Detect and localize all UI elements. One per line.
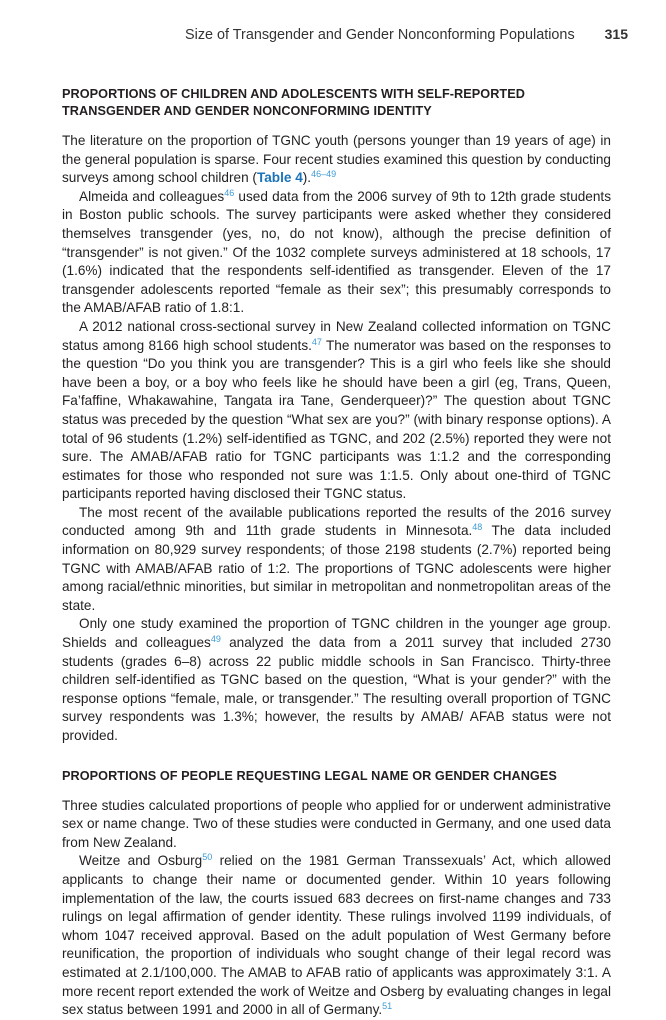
reference-50-link[interactable]: 50 xyxy=(202,852,213,863)
table-4-link[interactable]: Table 4 xyxy=(256,170,303,186)
paragraph-text: A 2012 national cross-sectional survey in New Zealand collected information on TGNC status among 8166 high school students. xyxy=(62,318,611,353)
reference-51-link[interactable]: 51 xyxy=(382,1001,393,1012)
paragraph-text: analyzed the data from a 2011 survey that included 2730 students (grades 6–8) across 22 public middle schools in San Francisco. Thirty-three children self-identified as TGNC based on the question, “What is your gender?” with the response options “female, male, or transgender.” The resulting overall proportion of TGNC survey respondents was 1.3%; however, the results by AMAB/ AFAB status were not provided. xyxy=(62,635,611,743)
paragraph-text: The literature on the proportion of TGNC youth (persons younger than 19 years of age) in the general population is sparse. Four recent studies examined this question by conducting surveys among school children ( xyxy=(62,133,611,186)
running-head xyxy=(62,26,628,43)
heading-line-2: TRANSGENDER AND GENDER NONCONFORMING IDENTITY xyxy=(62,104,432,118)
paragraph-text: ). xyxy=(302,170,312,186)
paragraph-three-studies: Three studies calculated proportions of people who applied for or underwent administrative sex or name change. Two of these studies were conducted in Germany, and one used data from New Zealand. xyxy=(62,797,611,850)
reference-48-link[interactable]: 48 xyxy=(472,522,483,533)
paragraph-minnesota-survey xyxy=(62,504,611,616)
page-number: 315 xyxy=(604,26,628,42)
paragraph-literature-sparse xyxy=(62,132,611,188)
paragraph-text: used data from the 2006 survey of 9th to 12th grade students in Boston public schools. The survey participants were asked whether they considered themselves transgender (yes, no, do not know), although the precise definition of “transgender” is not given.” Of the 1032 complete surveys administered at 18 schools, 17 (1.6%) indicated that the respondents self-identified as transgender. Eleven of the 17 transgender adolescents reported “female as their sex”; this presumably corresponds to the AMAB/AFAB ratio of 1.8:1. xyxy=(62,188,612,316)
reference-46-49-link[interactable]: 46–49 xyxy=(311,169,337,180)
paragraph-younger-age-group xyxy=(62,615,611,745)
reference-46-link[interactable]: 46 xyxy=(224,187,235,198)
paragraph-text: The data included information on 80,929 survey respondents; of those 2198 students (2.7%) reported being TGNC with AMAB/AFAB ratio of 1:2. The proportions of TGNC adolescents were higher among racial/ethnic minorities, but similar in metropolitan and nonmetropolitan areas of the state. xyxy=(62,523,611,613)
paragraph-almeida xyxy=(62,188,611,318)
paragraph-text: Weitze and Osburg xyxy=(79,853,203,869)
running-title: Size of Transgender and Gender Nonconforming Populations xyxy=(185,27,575,43)
heading-line-1: PROPORTIONS OF CHILDREN AND ADOLESCENTS WITH SELF-REPORTED xyxy=(62,87,525,101)
paragraph-text: The numerator was based on the responses to the question “Do you think you are transgender? This is a girl who feels like she should have been a boy, or a boy who feels like he should have been a girl (eg, Trans, Queen, Fa’faffine, Whakawahine, Tangata ira Tane, Genderqueer)?” The question about TGNC status was preceded by the question “What sex are you?” (with binary response options). A total of 96 students (1.2%) self-identified as TGNC, and 202 (2.5%) reported they were not sure. The AMAB/AFAB ratio for TGNC participants was 1:1.2 and the corresponding estimates for those who responded not sure was 1:1.5. Only about one-third of TGNC participants reported having disclosed their TGNC status. xyxy=(62,337,611,502)
section-heading-children-adolescents xyxy=(62,86,611,120)
paragraph-text: relied on the 1981 German Transsexuals’ Act, which allowed applicants to change their name or documented gender. Within 10 years following implementation of the law, the courts issued 683 decrees on first-name changes and 733 rulings on legal affirmation of gender identity. These rulings involved 1199 individuals, of whom 1047 received approval. Based on the adult population of West Germany before reunification, the proportion of individuals who sought change of their legal record was estimated at 2.1/100,000. The AMAB to AFAB ratio of applicants was approximately 3:1. A more recent report extended the work of Weitze and Osberg by evaluating changes in legal sex status between 1991 and 2000 in all of Germany. xyxy=(62,853,611,1018)
reference-47-link[interactable]: 47 xyxy=(311,336,322,347)
paragraph-new-zealand-survey xyxy=(62,318,611,504)
section-heading-legal-changes: PROPORTIONS OF PEOPLE REQUESTING LEGAL NAME OR GENDER CHANGES xyxy=(62,768,557,783)
paragraph-weitze-osburg xyxy=(62,852,611,1019)
paragraph-text: Almeida and colleagues xyxy=(79,188,225,204)
paragraph-text: Only one study examined the proportion of TGNC children in the younger age group. Shields and colleagues xyxy=(62,616,611,651)
article-body xyxy=(62,86,611,1020)
reference-49-link[interactable]: 49 xyxy=(210,634,221,645)
paragraph-text: The most recent of the available publications reported the results of the 2016 survey conducted among 9th and 11th grade students in Minnesota. xyxy=(62,504,611,539)
